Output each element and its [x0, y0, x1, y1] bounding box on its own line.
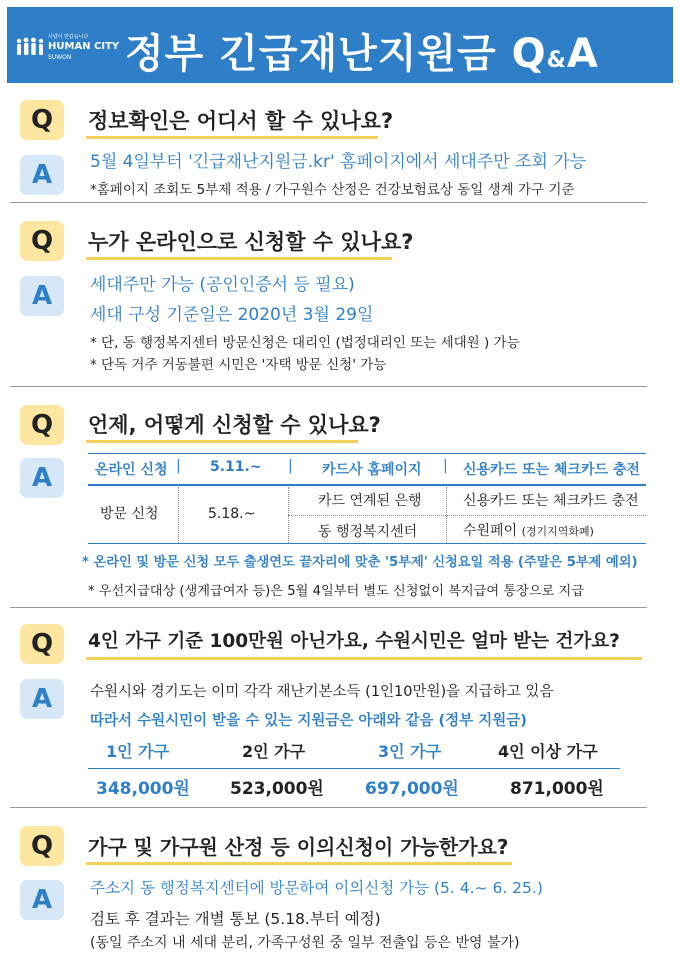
answer-5-line2: 검토 후 결과는 개별 통보 (5.18.부터 예정) [90, 910, 381, 928]
application-schedule-table [88, 453, 646, 544]
question-5: 가구 및 가구원 산정 등 이의신청이 가능한가요? [88, 835, 509, 859]
a-badge: A [20, 880, 64, 920]
amount-separator [88, 768, 620, 769]
table-bottom-border [88, 543, 646, 544]
section-divider [10, 202, 647, 203]
question-underline [86, 657, 642, 660]
table-sep: | [288, 458, 293, 474]
a-badge: A [20, 155, 64, 195]
table-cell-card-charge-2: 신용카드 또는 체크카드 충전 [463, 493, 639, 509]
q-badge: Q [20, 100, 64, 140]
question-underline [86, 136, 378, 139]
question-2: 누가 온라인으로 신청할 수 있나요? [88, 230, 414, 254]
q-badge: Q [20, 221, 64, 261]
table-dotted-divider [178, 487, 179, 543]
question-4: 4인 가구 기준 100만원 아닌가요, 수원시민은 얼마 받는 건가요? [88, 631, 620, 652]
answer-2-line2: 세대 구성 기준일은 2020년 3월 29일 [90, 305, 374, 325]
q-badge: Q [20, 624, 64, 664]
table-cell-online: 온라인 신청 [95, 462, 168, 478]
a-badge: A [20, 458, 64, 498]
question-underline [86, 862, 512, 865]
question-underline [86, 257, 392, 260]
table-cell-community-center: 동 행정복지센터 [318, 524, 418, 540]
answer-5-line1: 주소지 동 행정복지센터에 방문하여 이의신청 가능 (5. 4.~ 6. 25.) [90, 879, 543, 897]
q-badge: Q [20, 826, 64, 866]
header-banner [7, 7, 673, 83]
answer-1-note: *홈페이지 조회도 5부제 적용 / 가구원수 산정은 건강보험료상 동일 생계 가구 기준 [90, 182, 575, 198]
table-top-border [88, 453, 646, 454]
table-cell-visit-date: 5.18.~ [208, 506, 256, 522]
answer-1: 5월 4일부터 '긴급재난지원금.kr' 홈페이지에서 세대주만 조회 가능 [90, 152, 587, 172]
table-sep: | [443, 458, 448, 474]
human-city-suwon-logo [15, 31, 120, 71]
household-2-amount: 523,000원 [230, 779, 324, 799]
logo-city: SUWON [48, 54, 72, 61]
table-header-border [88, 484, 646, 486]
table-cell-suwon-pay: 수원페이 (경기지역화폐) [463, 523, 594, 539]
answer-2-note1: * 단, 동 행정복지센터 방문신청은 대리인 (법정대리인 또는 세대원 ) 가능 [90, 335, 520, 351]
household-3-label: 3인 가구 [378, 742, 442, 761]
table-cell-bank: 카드 연계된 은행 [318, 493, 422, 509]
household-3-amount: 697,000원 [365, 779, 459, 799]
table-cell-visit: 방문 신청 [100, 506, 159, 522]
household-4-label: 4인 이상 가구 [498, 742, 598, 761]
household-4-amount: 871,000원 [510, 779, 604, 799]
section-divider [10, 807, 647, 808]
table-sep: | [176, 458, 181, 474]
answer-4-line1: 수원시와 경기도는 이미 각각 재난기본소득 (1인10만원)을 지급하고 있음 [90, 684, 554, 700]
answer-3-note-blue: * 온라인 및 방문 신청 모두 출생연도 끝자리에 맞춘 '5부제' 신청요일 적용 (주말은 5부제 예외) [82, 555, 638, 570]
answer-4-line2: 따라서 수원시민이 받을 수 있는 지원금은 아래와 같음 (정부 지원금) [90, 713, 527, 729]
a-badge: A [20, 276, 64, 316]
q-badge: Q [20, 405, 64, 445]
household-2-label: 2인 가구 [242, 742, 306, 761]
question-1: 정보확인은 어디서 할 수 있나요? [88, 109, 394, 133]
table-dotted-row-divider [288, 515, 646, 516]
question-3: 언제, 어떻게 신청할 수 있나요? [88, 413, 381, 437]
household-1-label: 1인 가구 [106, 742, 170, 761]
household-1-amount: 348,000원 [96, 779, 190, 799]
a-badge: A [20, 679, 64, 719]
answer-5-line3: (동일 주소지 내 세대 분리, 가족구성원 중 일부 전출입 등은 반영 불가) [90, 935, 520, 951]
section-divider [10, 607, 647, 608]
answer-2-note2: * 단독 거주 거동불편 시민은 '자택 방문 신청' 가능 [90, 357, 387, 373]
table-cell-online-date: 5.11.~ [210, 459, 262, 475]
people-logo-icon [15, 37, 45, 57]
logo-slogan: 사람이 반갑습니다 [48, 34, 89, 40]
table-cell-card-charge: 신용카드 또는 체크카드 충전 [463, 462, 640, 478]
answer-3-note: * 우선지급대상 (생계급여자 등)은 5월 4일부터 별도 신청없이 복지급여 통장으로 지급 [88, 584, 584, 599]
logo-wordmark: HUMAN CITY [48, 41, 120, 52]
section-divider [10, 386, 647, 387]
page-title: 정부 긴급재난지원금 Q&A [125, 31, 599, 77]
answer-2-line1: 세대주만 가능 (공인인증서 등 필요) [90, 275, 355, 295]
question-underline [86, 440, 358, 443]
table-cell-card-homepage: 카드사 홈페이지 [322, 462, 422, 478]
